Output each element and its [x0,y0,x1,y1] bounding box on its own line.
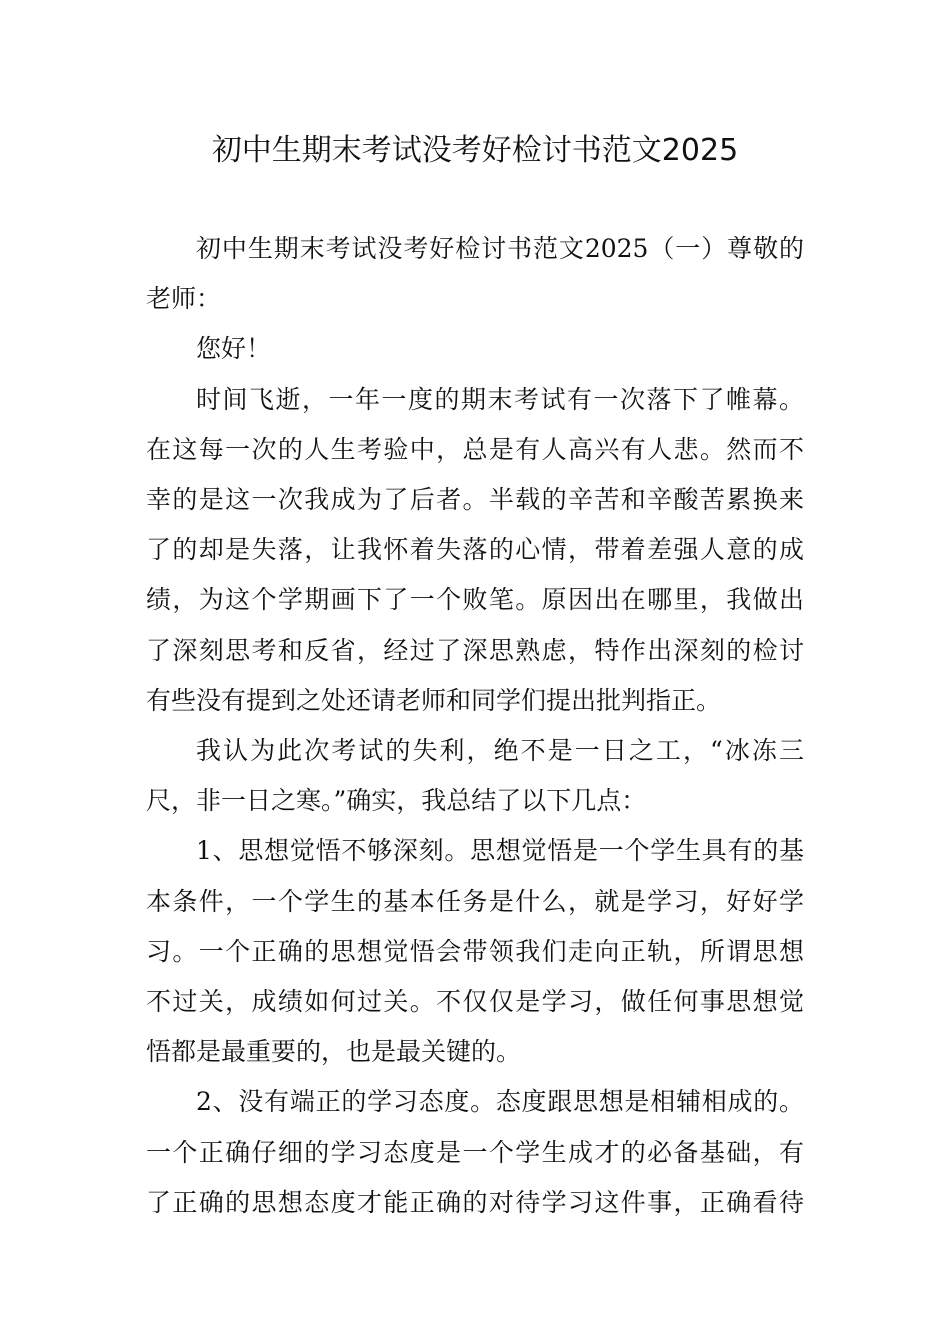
text-line: 本条件，一个学生的基本任务是什么，就是学习，好好学 [146,886,804,916]
text-line: 在这每一次的人生考验中，总是有人高兴有人悲。然而不 [146,434,804,464]
text-line: 我认为此次考试的失利，绝不是一日之工，“冰冻三 [196,736,804,766]
text-line: 时间飞逝，一年一度的期末考试有一次落下了帷幕。 [196,384,804,414]
text-line: 幸的是这一次我成为了后者。半载的辛苦和辛酸苦累换来 [146,485,804,515]
document-title: 初中生期末考试没考好检讨书范文2025 [211,133,739,168]
paragraph-intro [146,375,804,726]
text-line: 不过关，成绩如何过关。不仅仅是学习，做任何事思想觉 [146,987,804,1017]
text-line: 初中生期末考试没考好检讨书范文2025（一）尊敬的 [196,234,804,263]
paragraph-greeting [146,324,804,374]
paragraph-salutation [146,224,804,324]
paragraph-point-2 [146,1077,804,1228]
text-line: 了的却是失落，让我怀着失落的心情，带着差强人意的成 [146,535,804,565]
text-line: 您好！ [196,334,272,364]
paragraph-point-1 [146,826,804,1077]
text-line: 习。一个正确的思想觉悟会带领我们走向正轨，所谓思想 [146,936,804,966]
text-line: 悟都是最重要的，也是最关键的。 [146,1037,522,1067]
text-line: 有些没有提到之处还请老师和同学们提出批判指正。 [146,685,722,715]
document-body [146,224,804,1228]
text-line: 2、没有端正的学习态度。态度跟思想是相辅相成的。 [196,1087,804,1117]
text-line: 了深刻思考和反省，经过了深思熟虑，特作出深刻的检讨 [146,635,804,665]
paragraph-reasons-intro [146,726,804,826]
text-line: 一个正确仔细的学习态度是一个学生成才的必备基础，有 [146,1137,804,1167]
text-line: 老师： [146,284,222,314]
text-line: 尺，非一日之寒。”确实，我总结了以下几点： [146,786,647,816]
text-line: 1、思想觉悟不够深刻。思想觉悟是一个学生具有的基 [196,836,804,866]
text-line: 了正确的思想态度才能正确的对待学习这件事，正确看待 [146,1187,804,1217]
text-line: 绩，为这个学期画下了一个败笔。原因出在哪里，我做出 [146,585,804,615]
